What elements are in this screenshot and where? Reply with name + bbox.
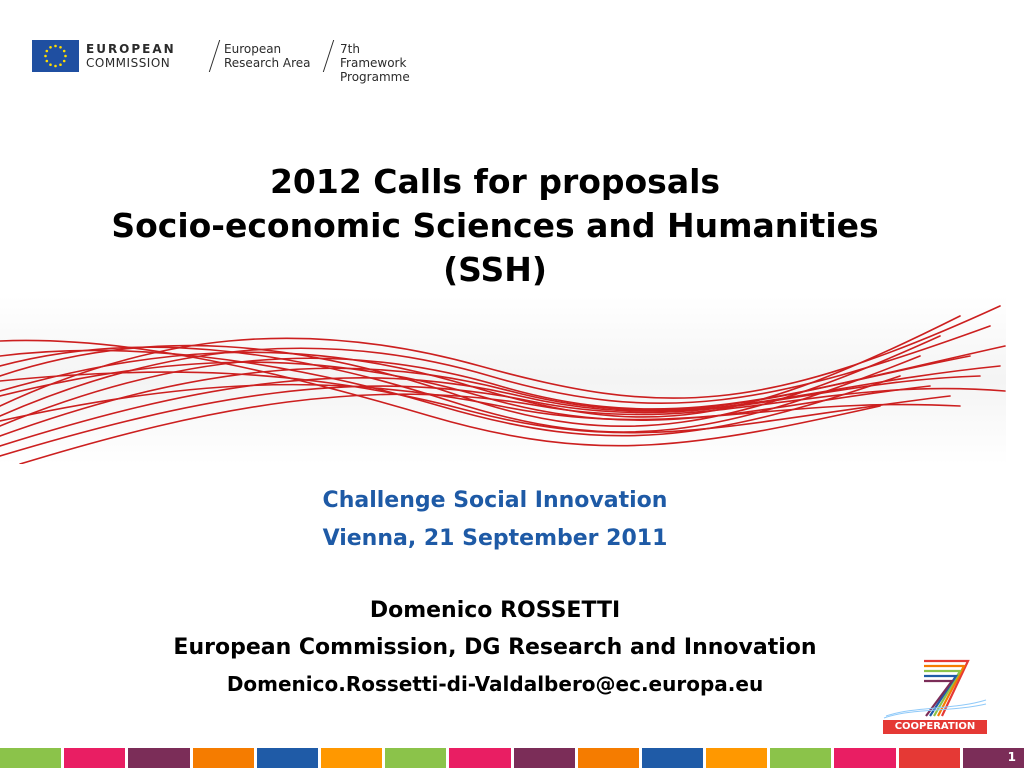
color-bar-segment [642,748,703,768]
speaker-name: Domenico ROSSETTI [369,598,621,623]
color-bar-segment [321,748,382,768]
fp7-cooperation-logo [882,658,988,738]
color-bar-segment [514,748,575,768]
logo-text-era: European Research Area [224,42,311,70]
color-bar-segment [128,748,189,768]
color-bar-segment [385,748,446,768]
european-commission-logo [32,38,412,84]
color-bar-segment [193,748,254,768]
page-number: 1 [1007,750,1016,764]
logo-divider [323,40,334,72]
color-bar-segment [64,748,125,768]
logo-text-commission: EUROPEAN COMMISSION [86,42,176,70]
bottom-color-bar [0,748,1024,768]
event-location-date: Vienna, 21 September 2011 [322,526,668,551]
color-bar-segment [706,748,767,768]
color-bar-segment [449,748,510,768]
speaker-info [0,592,990,703]
title-line-2: Socio-economic Sciences and Humanities [111,206,879,245]
color-bar-segment [0,748,61,768]
eu-flag-icon [32,40,79,72]
title-line-3: (SSH) [443,250,547,289]
red-wave-lines-image [0,296,1010,464]
speaker-affiliation: European Commission, DG Research and Innovation [173,635,817,660]
seven-icon [882,658,988,720]
color-bar-segment [770,748,831,768]
color-bar-segment [257,748,318,768]
logo-text-fp7: 7th Framework Programme [340,42,410,84]
slide-title [0,160,990,292]
event-info [0,482,990,558]
color-bar-segment [834,748,895,768]
event-name: Challenge Social Innovation [322,488,668,513]
fp7-cooperation-label: COOPERATION [883,720,987,734]
speaker-email: Domenico.Rossetti-di-Valdalbero@ec.europa.eu [226,672,764,696]
color-bar-segment [578,748,639,768]
logo-divider [209,40,220,72]
color-bar-segment [899,748,960,768]
title-line-1: 2012 Calls for proposals [269,162,721,201]
